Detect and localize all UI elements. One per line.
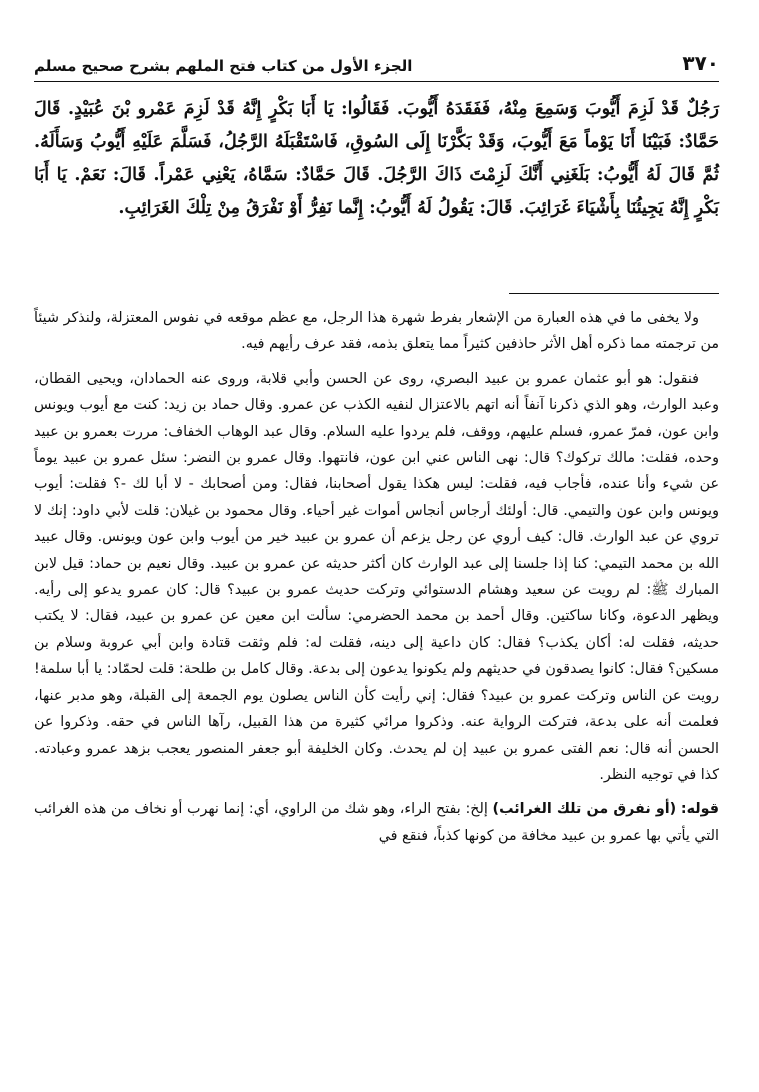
lemma-explanation: إلخ: بفتح الراء، وهو شك من الراوي، أي: إنما نهرب أو نخاف من هذه الغرائب التي يأتي بها عمرو بن عبيد مخافة من كونها كذباً، فنقع في: [34, 801, 719, 844]
footnote-separator: [509, 293, 719, 294]
commentary-paragraph-2: فنقول: هو أبو عثمان عمرو بن عبيد البصري، روى عن الحسن وأبي قلابة، وروى عنه الحمادان، ويحيى القطان، وعبد الوارث، وهو الذي ذكرنا آنفاً أنه اتهم بالاعتزال لنفيه الكذب عن عمرو. وقال حماد بن زيد: كنت مع أيوب ويونس وابن عون، فمرّ عمرو، فسلم عليهم، ووقف، فلم يردوا عليه السلام. وقال عبد الوهاب الخفاف: مررت بعمرو بن عبيد وحده، فقلت: مالك تركوك؟ قال: نهى الناس عني ابن عون، فانتهوا. وقال عمرو بن النضر: سئل عمرو بن عبيد يوماً عن شيء وأنا عنده، فأجاب فيه، فقلت: ليس هكذا يقول أصحابنا، فقال: ومن أصحابك - لا أبا لك -؟ فقلت: أيوب ويونس وابن عون والتيمي. قال: أولئك أرجاس أنجاس أموات غير أحياء. وقال محمود بن غيلان: قلت لأبي داود: إنك لا تروي عن عبد الوارث. قال: كيف أروي عن رجل يزعم أن عمرو بن عبيد خير من أيوب وابن عون ويونس. وقال عبيد الله بن محمد التيمي: كنا إذا جلسنا إلى عبد الوارث كان أكثر حديثه عن عمرو بن عبيد. وقال نعيم بن حماد: قيل لابن المبارك ﷺ: لم رويت عن سعيد وهشام الدستوائي وتركت حديث عمرو بن عبيد؟ قال: كان عمرو يدعو إلى رأيه. ويظهر الدعوة، وكانا ساكتين. وقال أحمد بن محمد الحضرمي: سألت ابن معين عن عمرو بن عبيد، فقال: لا يكتب حديثه، فقلت له: أكان يكذب؟ فقال: كان داعية إلى دينه، فقلت له: فلم وثقت قتادة وابن أبي عروبة وسلام بن مسكين؟ فقال: كانوا يصدقون في حديثهم ولم يكونوا يدعون إلى بدعة. وقال كامل بن طلحة: قلت لحمّاد: يا أبا سلمة! رويت عن الناس وتركت عمرو بن عبيد؟ فقال: إني رأيت كأن الناس يصلون يوم الجمعة إلى القبلة، وهو مدبر عنها، فعلمت أنه على بدعة، فتركت الرواية عنه. وذكروا مرائي كثيرة من هذا القبيل، رآها الناس في حقه. وذكروا عن الحسن أنه قال: نعم الفتى عمرو بن عبيد إن لم يحدث. وكان الخليفة أبو جعفر المنصور يعجب بزهد عمرو وعبادته. كذا في توجيه النظر.: [34, 370, 719, 783]
hadith-text: رَجُلٌ قَدْ لَزِمَ أَيُّوبَ وَسَمِعَ مِنْهُ، فَفَقَدَهُ أَيُّوبَ. فَقَالُوا: يَا أَبَا بَكْرٍ إِنَّهُ قَدْ لَزِمَ عَمْرو بْنَ عُبَيْدٍ. قَالَ حَمَّادٌ: فَبَيْنَا أَنَا يَوْماً مَعَ أَيُّوبَ، وَقَدْ بَكَّرْنَا إِلَى السُوقِ، فَاسْتَقْبَلَهُ الرَّجُلُ، فَسَلَّمَ عَلَيْهِ أَيُّوبُ وَسَأَلَهُ. ثُمَّ قَالَ لَهُ أَيُّوبُ: بَلَغَنِي أَنَّكَ لَزِمْتَ ذَاكَ الرَّجُلَ. قَالَ حَمَّادٌ: سَمَّاهُ، يَعْنِي عَمْراً. قَالَ: نَعَمْ. يَا أَبَا بَكْرٍ إِنَّهُ يَجِيئُنَا بِأَشْيَاءَ غَرَائِبَ. قَالَ: يَقُولُ لَهُ أَيُّوبُ: إِنَّما نَفِرُّ أَوْ نَفْرَقُ مِنْ تِلْكَ الغَرَائِبِ.: [34, 99, 719, 218]
commentary-paragraph-1: ولا يخفى ما في هذه العبارة من الإشعار بفرط شهرة هذا الرجل، مع عظم موقعه في نفوس المعتزلة، ولنذكر شيئاً من ترجمته مما ذكره أهل الأثر حاذفين كثيراً مما يتعلق بذمه، فقد عرف رأيهم فيه.: [34, 310, 719, 353]
lemma: (أو نفرق من تلك الغرائب): [492, 801, 677, 818]
page-number: ٣٧٠: [682, 51, 719, 75]
commentary-paragraph-3: [34, 796, 719, 849]
commentary: [34, 305, 719, 857]
running-title: الجزء الأول من كتاب فتح الملهم بشرح صحيح مسلم: [34, 57, 413, 75]
qawluh-label: قوله:: [680, 801, 719, 818]
page-header: [34, 50, 719, 82]
